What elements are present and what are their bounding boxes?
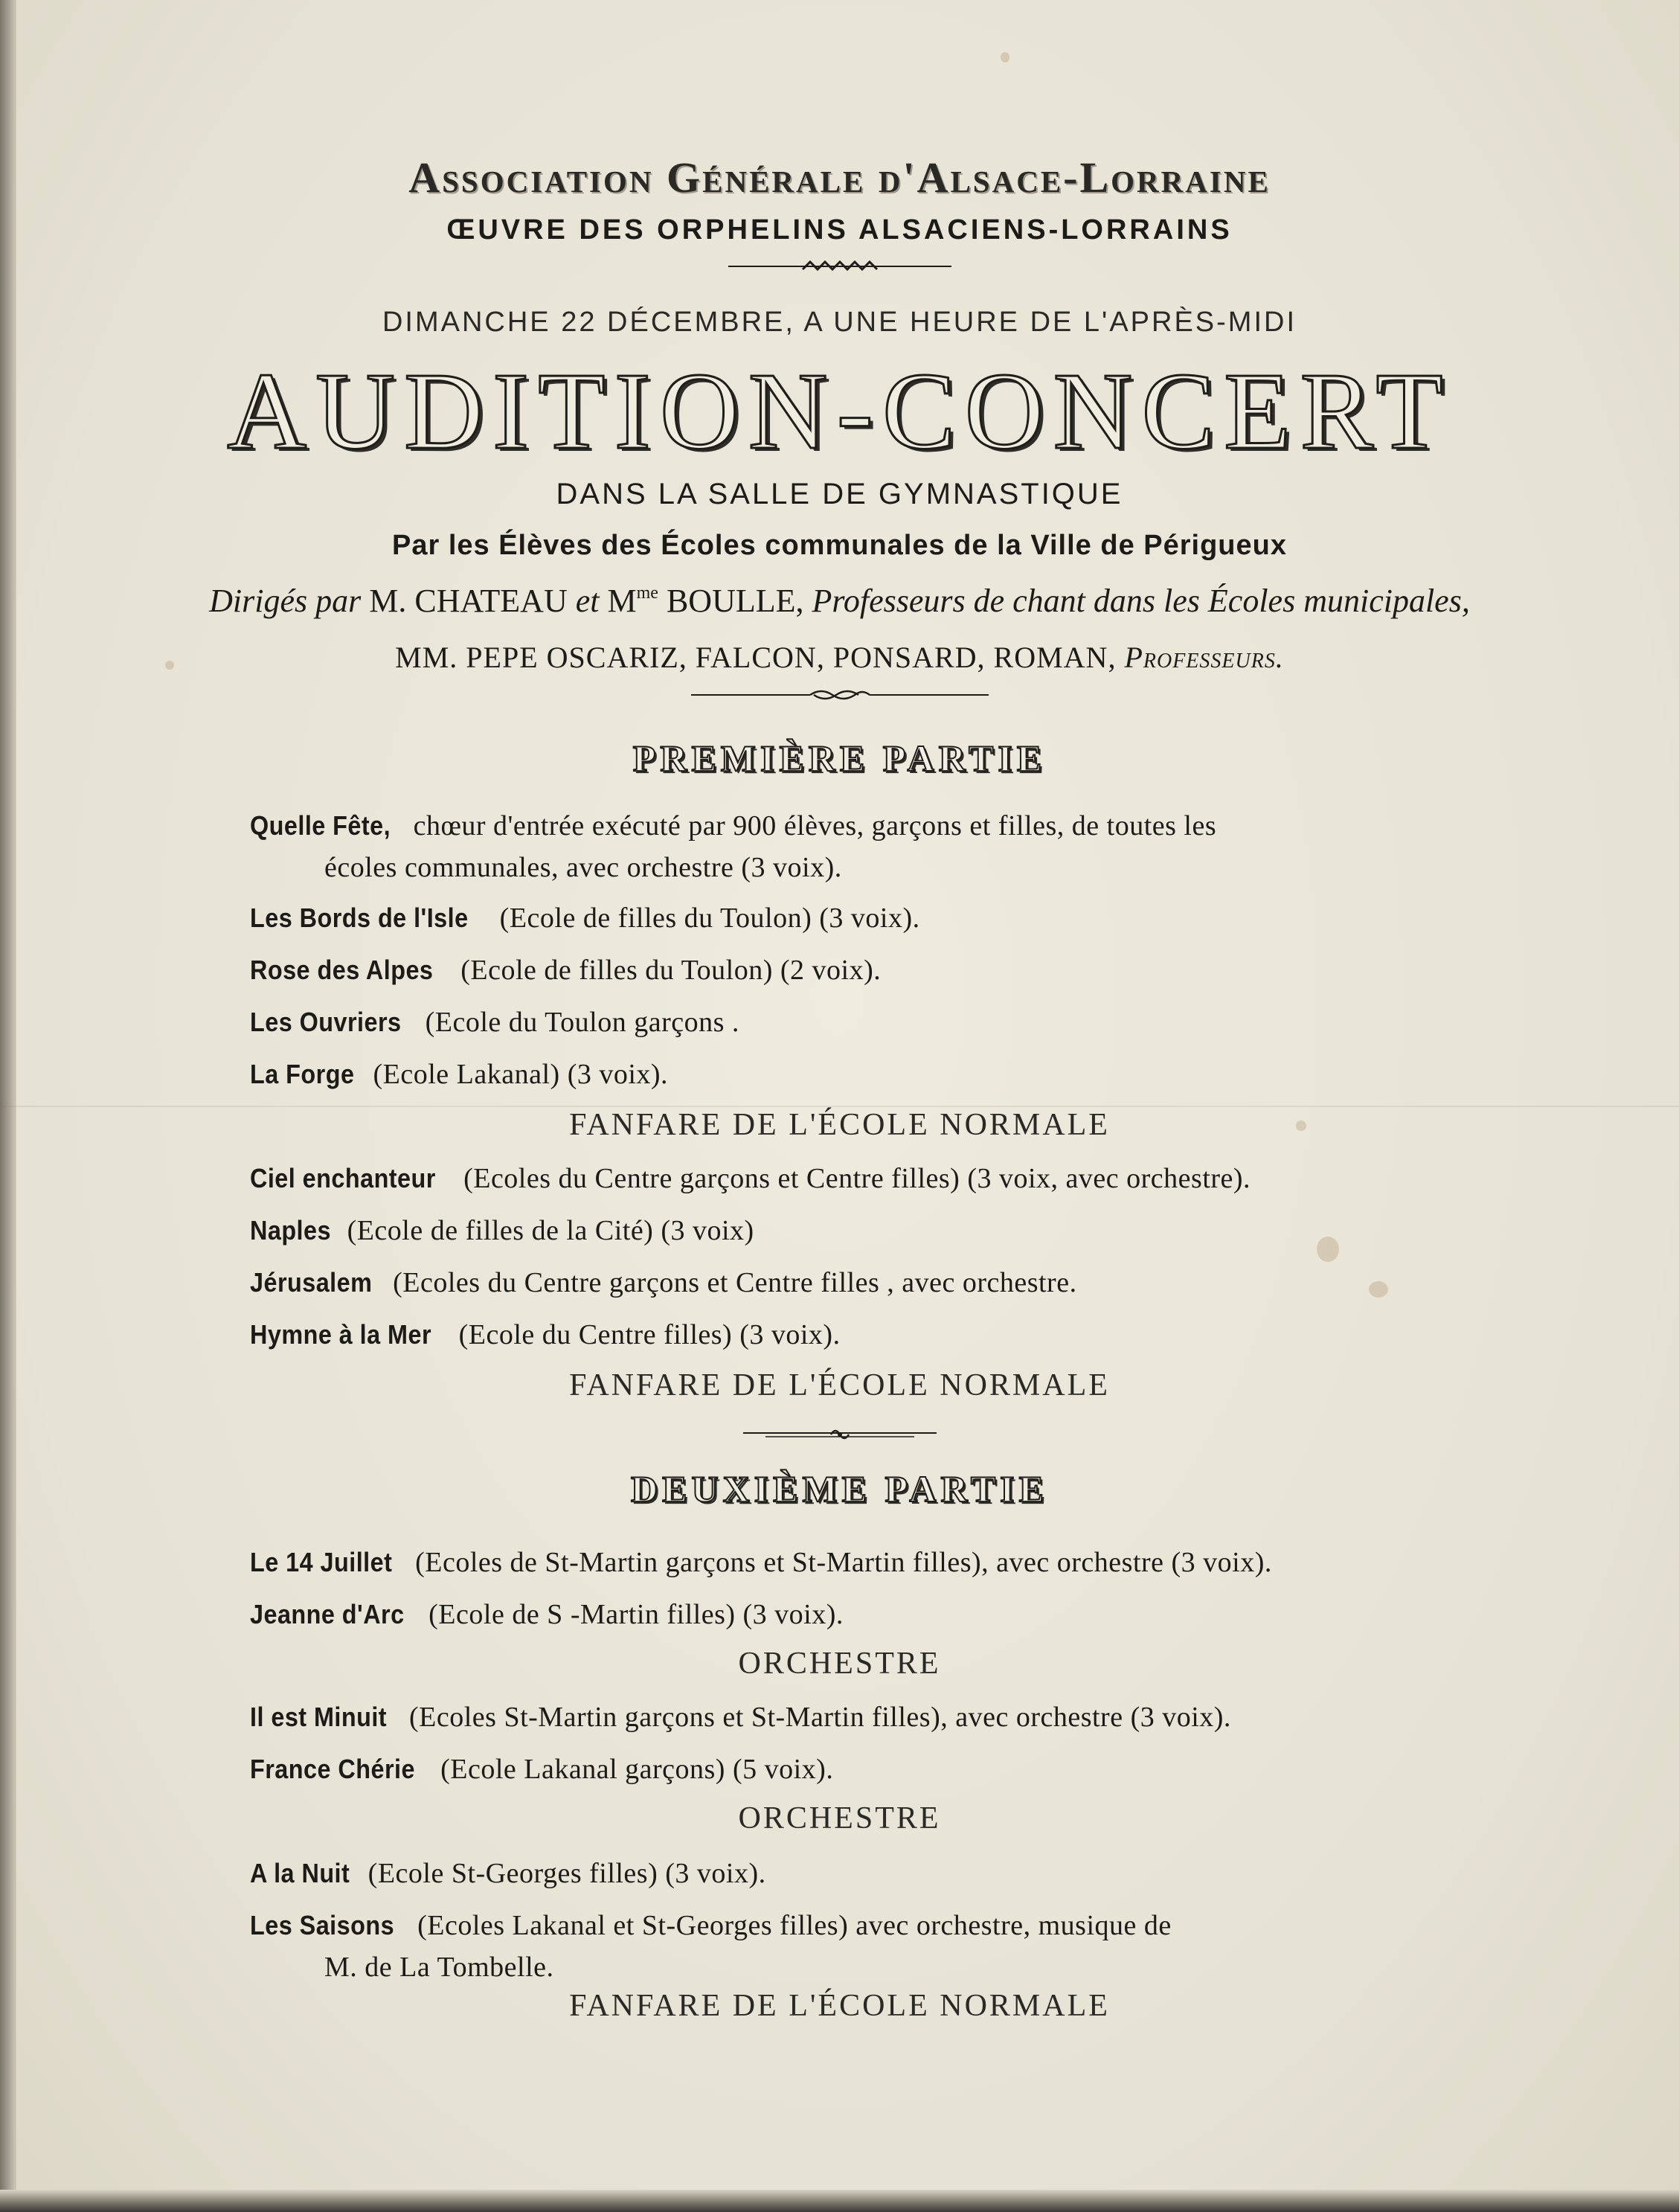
piece-title: Rose des Alpes <box>250 955 434 985</box>
teachers-line <box>0 640 1679 675</box>
program-item <box>250 1210 1500 1251</box>
association-title: Association Générale d'Alsace-Lorraine <box>408 153 1271 202</box>
piece-description: (Ecole Lakanal) (3 voix). <box>373 1059 669 1090</box>
program-item <box>250 1905 1500 1988</box>
program-item <box>250 1853 1500 1894</box>
piece-description: (Ecole de filles du Toulon) (2 voix). <box>460 955 882 986</box>
singing-teachers-label: Professeurs de chant dans les Écoles municipales, <box>812 583 1470 619</box>
program-item <box>250 1158 1500 1199</box>
event-date: DIMANCHE 22 DÉCEMBRE, A UNE HEURE DE L'APRÈS-MIDI <box>382 307 1297 338</box>
piece-title: Le 14 Juillet <box>250 1547 393 1577</box>
piece-title: Hymne à la Mer <box>250 1319 432 1350</box>
program-item <box>250 1054 1500 1095</box>
piece-title: France Chérie <box>250 1754 415 1784</box>
ornament-divider <box>0 686 1679 708</box>
program-item <box>250 949 1500 991</box>
piece-title: Les Saisons <box>250 1910 395 1940</box>
madame-abbrev: M <box>607 583 637 619</box>
program-item <box>250 1594 1500 1635</box>
interlude-fanfare: FANFARE DE L'ÉCOLE NORMALE <box>569 1368 1110 1402</box>
paper-edge-bottom <box>0 2190 1679 2212</box>
directed-by-label: Dirigés par <box>209 583 362 619</box>
piece-description: (Ecoles St-Martin garçons et St-Martin filles), avec orchestre (3 voix). <box>409 1702 1231 1733</box>
program-item <box>250 1314 1500 1356</box>
piece-description: (Ecole Lakanal garçons) (5 voix). <box>440 1754 834 1785</box>
piece-description: (Ecoles du Centre garçons et Centre filles , avec orchestre. <box>393 1267 1077 1298</box>
madame-superscript: me <box>636 583 658 603</box>
piece-description-continued: M. de La Tombelle. <box>324 1952 554 1983</box>
teachers-names: MM. PEPE OSCARIZ, FALCON, PONSARD, ROMAN, <box>395 641 1117 674</box>
program-item <box>250 1748 1500 1790</box>
program-item <box>250 805 1500 888</box>
piece-description: (Ecole de filles du Toulon) (3 voix). <box>499 903 920 934</box>
directors-line <box>0 582 1679 620</box>
and-label: et <box>575 583 600 619</box>
part-2-heading: DEUXIÈME PARTIE <box>631 1468 1048 1510</box>
piece-description: (Ecole St-Georges filles) (3 voix). <box>367 1858 766 1889</box>
interlude-orchestre: ORCHESTRE <box>738 1801 941 1836</box>
piece-description: (Ecoles du Centre garçons et Centre filles) (3 voix, avec orchestre). <box>463 1163 1251 1194</box>
piece-title: Il est Minuit <box>250 1702 388 1732</box>
program-item <box>250 1001 1500 1043</box>
piece-description: chœur d'entrée exécuté par 900 élèves, garçons et filles, de toutes les <box>413 810 1217 841</box>
piece-description: (Ecoles de St-Martin garçons et St-Martin filles), avec orchestre (3 voix). <box>415 1547 1272 1578</box>
interlude-fanfare: FANFARE DE L'ÉCOLE NORMALE <box>569 1108 1110 1142</box>
piece-title: Naples <box>250 1215 331 1246</box>
piece-description: (Ecole de S -Martin filles) (3 voix). <box>428 1599 844 1630</box>
program-item <box>250 1696 1500 1738</box>
piece-description: (Ecole de filles de la Cité) (3 voix) <box>347 1215 754 1246</box>
page-title: AUDITION-CONCERT <box>227 350 1452 472</box>
piece-description: (Ecoles Lakanal et St-Georges filles) avec orchestre, musique de <box>417 1910 1172 1941</box>
part-1-heading: PREMIÈRE PARTIE <box>632 737 1047 779</box>
program-item <box>250 1262 1500 1304</box>
piece-title: Jeanne d'Arc <box>250 1599 405 1629</box>
interlude-orchestre: ORCHESTRE <box>738 1647 941 1681</box>
oeuvre-subtitle: ŒUVRE DES ORPHELINS ALSACIENS-LORRAINS <box>446 214 1233 246</box>
piece-title: La Forge <box>250 1059 355 1089</box>
performers-line: Par les Élèves des Écoles communales de la Ville de Périgueux <box>392 530 1287 561</box>
piece-title: Ciel enchanteur <box>250 1163 436 1193</box>
piece-description: (Ecole du Toulon garçons . <box>425 1007 739 1038</box>
program-item <box>250 1542 1500 1583</box>
piece-title: A la Nuit <box>250 1858 350 1888</box>
teachers-label: Professeurs. <box>1124 641 1284 674</box>
director-chateau: M. CHATEAU <box>369 583 568 619</box>
director-boulle: BOULLE, <box>666 583 804 619</box>
ornament-divider <box>0 257 1679 279</box>
interlude-fanfare: FANFARE DE L'ÉCOLE NORMALE <box>569 1989 1110 2023</box>
piece-description: (Ecole du Centre filles) (3 voix). <box>458 1319 841 1350</box>
program-item <box>250 897 1500 939</box>
piece-title: Jérusalem <box>250 1267 373 1298</box>
piece-description-continued: écoles communales, avec orchestre (3 voix). <box>324 852 842 883</box>
venue: DANS LA SALLE DE GYMNASTIQUE <box>556 478 1123 510</box>
stain <box>1001 52 1009 62</box>
piece-title: Quelle Fête, <box>250 810 391 841</box>
piece-title: Les Bords de l'Isle <box>250 903 469 933</box>
ornament-divider <box>0 1426 1679 1447</box>
piece-title: Les Ouvriers <box>250 1007 402 1037</box>
